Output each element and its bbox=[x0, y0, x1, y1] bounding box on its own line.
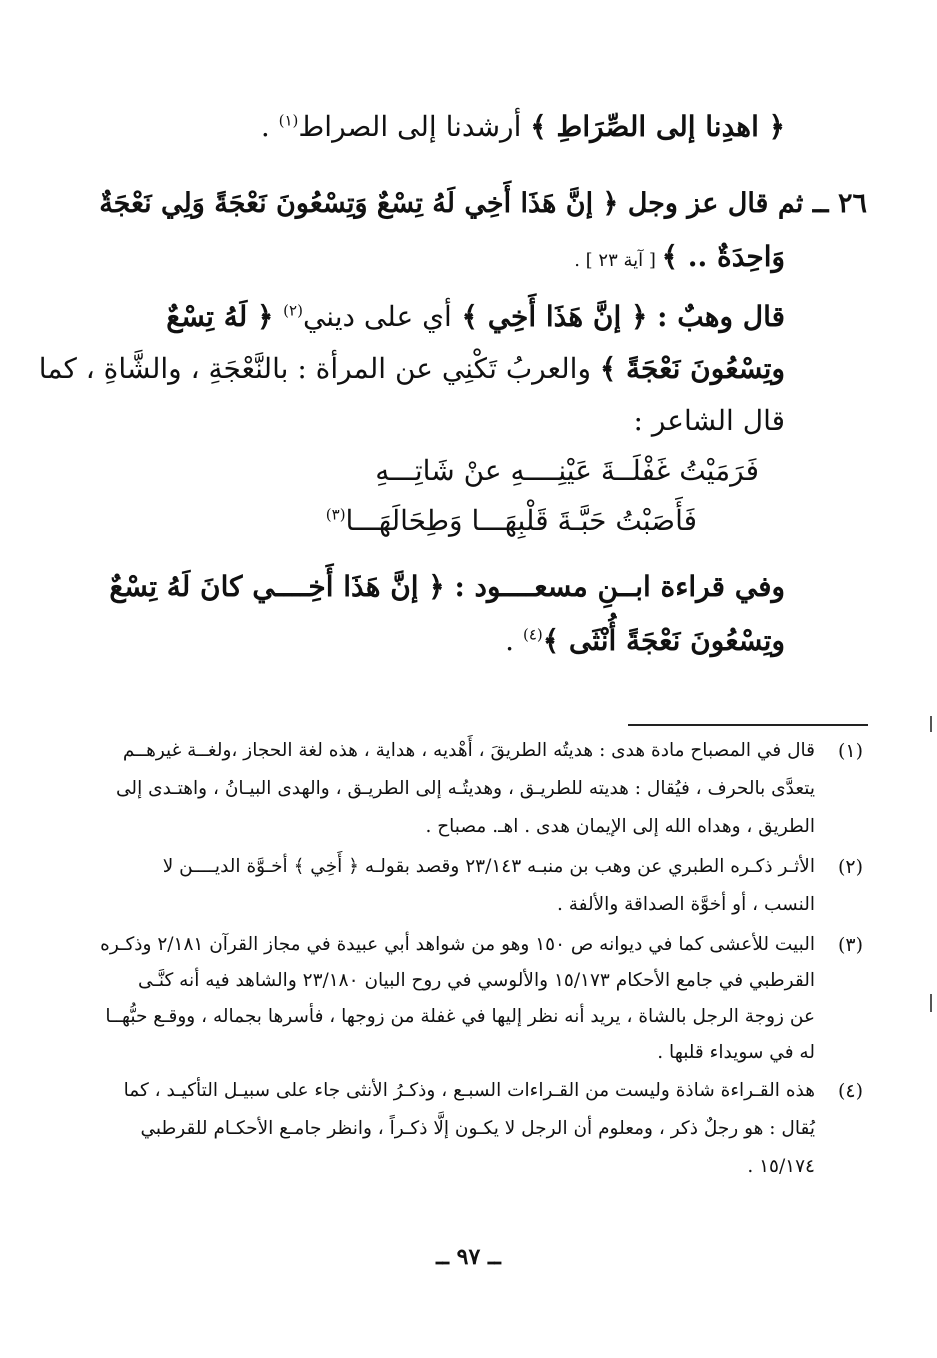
poem-line-2 bbox=[326, 504, 697, 537]
quran-quote: وتِسْعُونَ نَعْجَةً أُنْثَى ﴾ bbox=[542, 624, 785, 657]
verse-heading: ٢٦ ــ ثم قال عز وجل ﴿ إنَّ هَذَا أَخِي لَهُ تِسْعٌ وَتِسْعُونَ نَعْجَةً وَلِي نَعْجَةٌ bbox=[99, 188, 867, 219]
footnote-ref: (١) bbox=[278, 111, 299, 130]
body-line-7 bbox=[109, 570, 785, 603]
body-line-3 bbox=[574, 240, 785, 273]
footnote-line: الطريق ، وهداه الله إلى الإيمان هدى . اهـ. مصباح . bbox=[425, 816, 815, 837]
poem-text: فَرَمَيْتُ غَفْلَــةَ عَيْنِــــهِ عنْ شَاتِـــهِ bbox=[375, 454, 759, 487]
quran-quote: ﴿ لَهُ تِسْعٌ bbox=[166, 300, 284, 333]
body-text: وفي قراءة ابــنِ مسعــــود : bbox=[444, 570, 785, 603]
footnote-number: (٤) bbox=[837, 1080, 863, 1102]
body-text: أرشدنا إلى الصراط bbox=[298, 110, 531, 143]
footnote-line: الأثـر ذكـره الطبري عن وهب بن منبـه ٢٣/١٤٣ وقصد بقولـه ﴿ أَخِي ﴾ أخـوَّة الديــــن لا bbox=[162, 856, 815, 877]
footnote-number: (١) bbox=[837, 740, 863, 762]
footnote-ref: (٢) bbox=[283, 301, 303, 320]
quran-quote: ﴿ اهدِنا إلى الصِّرَاطِ ﴾ bbox=[530, 110, 785, 143]
footnote-ref: (٣) bbox=[325, 505, 346, 524]
body-line-2 bbox=[99, 188, 867, 219]
footnote-line: له في سويداء قلبها . bbox=[657, 1042, 815, 1063]
body-text: أي على ديني bbox=[302, 300, 452, 333]
footnote-line: يُقال : هو رجلٌ ذكر ، ومعلوم أن الرجل لا يكـون إلَّا ذكـراً ، وانظر جامـع الأحكـام للقرطبي bbox=[140, 1118, 815, 1139]
footnote-line: يتعدَّى بالحرف ، فيُقال : هديته للطريـق ، وهديتُـه إلى الطريـق ، والهدى البيـانُ ، واهتـدى إلى bbox=[116, 778, 815, 799]
poem-line-1 bbox=[375, 454, 759, 487]
footnote-line: ١٥/١٧٤ . bbox=[747, 1156, 815, 1177]
scan-edge-mark bbox=[930, 716, 932, 732]
quran-quote: وَاحِدَةٌ .. ﴾ bbox=[661, 240, 785, 273]
body-line-6 bbox=[634, 404, 785, 437]
footnote-line: عن زوجة الرجل بالشاة ، يريد أنه نظر إليها في غفلة من زوجها ، فأسرها بجماله ، ووقـع حبُّهــا bbox=[105, 1006, 815, 1027]
quran-quote: وتِسْعُونَ نَعْجَةً ﴾ bbox=[599, 352, 785, 385]
quran-quote: قال وهبٌ : ﴿ إنَّ هَذَا أَخِي ﴾ bbox=[451, 300, 785, 333]
body-text: والعربُ تَكْنِي عن المرأة : بالنَّعْجَةِ ، والشَّاةِ ، كما bbox=[38, 352, 600, 385]
body-line-1 bbox=[261, 110, 785, 143]
body-line-4 bbox=[166, 300, 785, 333]
footnote-line: النسب ، أو أخوَّة الصداقة والألفة . bbox=[556, 894, 815, 915]
body-line-5 bbox=[39, 352, 785, 385]
page-number: ــ ٩٧ ــ bbox=[436, 1244, 501, 1270]
footnote-line: هذه القـراءة شاذة وليست من القـراءات السبـع ، وذكـرُ الأنثى جاء على سبيـل التأكيـد ، كما bbox=[123, 1080, 815, 1101]
poem-text: فَأَصَبْتُ حَبَّـةَ قَلْبِهَـــا وَطِحَالَهَـــا bbox=[345, 504, 697, 537]
quran-quote: ﴿ إنَّ هَذَا أَخِــــي كانَ لَهُ تِسْعٌ bbox=[109, 570, 445, 603]
footnote-number: (٢) bbox=[837, 856, 863, 878]
footnote-line: القرطبي في جامع الأحكام ١٥/١٧٣ والألوسي في روح البيان ٢٣/١٨٠ والشاهد فيه أنه كنَّـى bbox=[138, 970, 815, 991]
verse-reference: [ آية ٢٣ ] . bbox=[574, 250, 662, 271]
footnote-number: (٣) bbox=[837, 934, 863, 956]
body-text: . bbox=[260, 110, 279, 143]
body-text: قال الشاعر : bbox=[633, 404, 785, 437]
footnote-line: قال في المصباح مادة هدى : هديتُه الطريقَ ، أَهْديه ، هداية ، هذه لغة الحجاز ،ولغــة غيرهــم bbox=[122, 740, 815, 761]
scan-edge-mark bbox=[930, 994, 932, 1012]
footnote-separator bbox=[628, 724, 868, 726]
body-line-8 bbox=[505, 624, 785, 657]
body-text: . bbox=[505, 624, 523, 657]
footnote-line: البيت للأعشى كما في ديوانه ص ١٥٠ وهو من شواهد أبي عبيدة في مجاز القرآن ٢/١٨١ وذكـره bbox=[100, 934, 815, 955]
footnote-ref: (٤) bbox=[522, 625, 543, 644]
